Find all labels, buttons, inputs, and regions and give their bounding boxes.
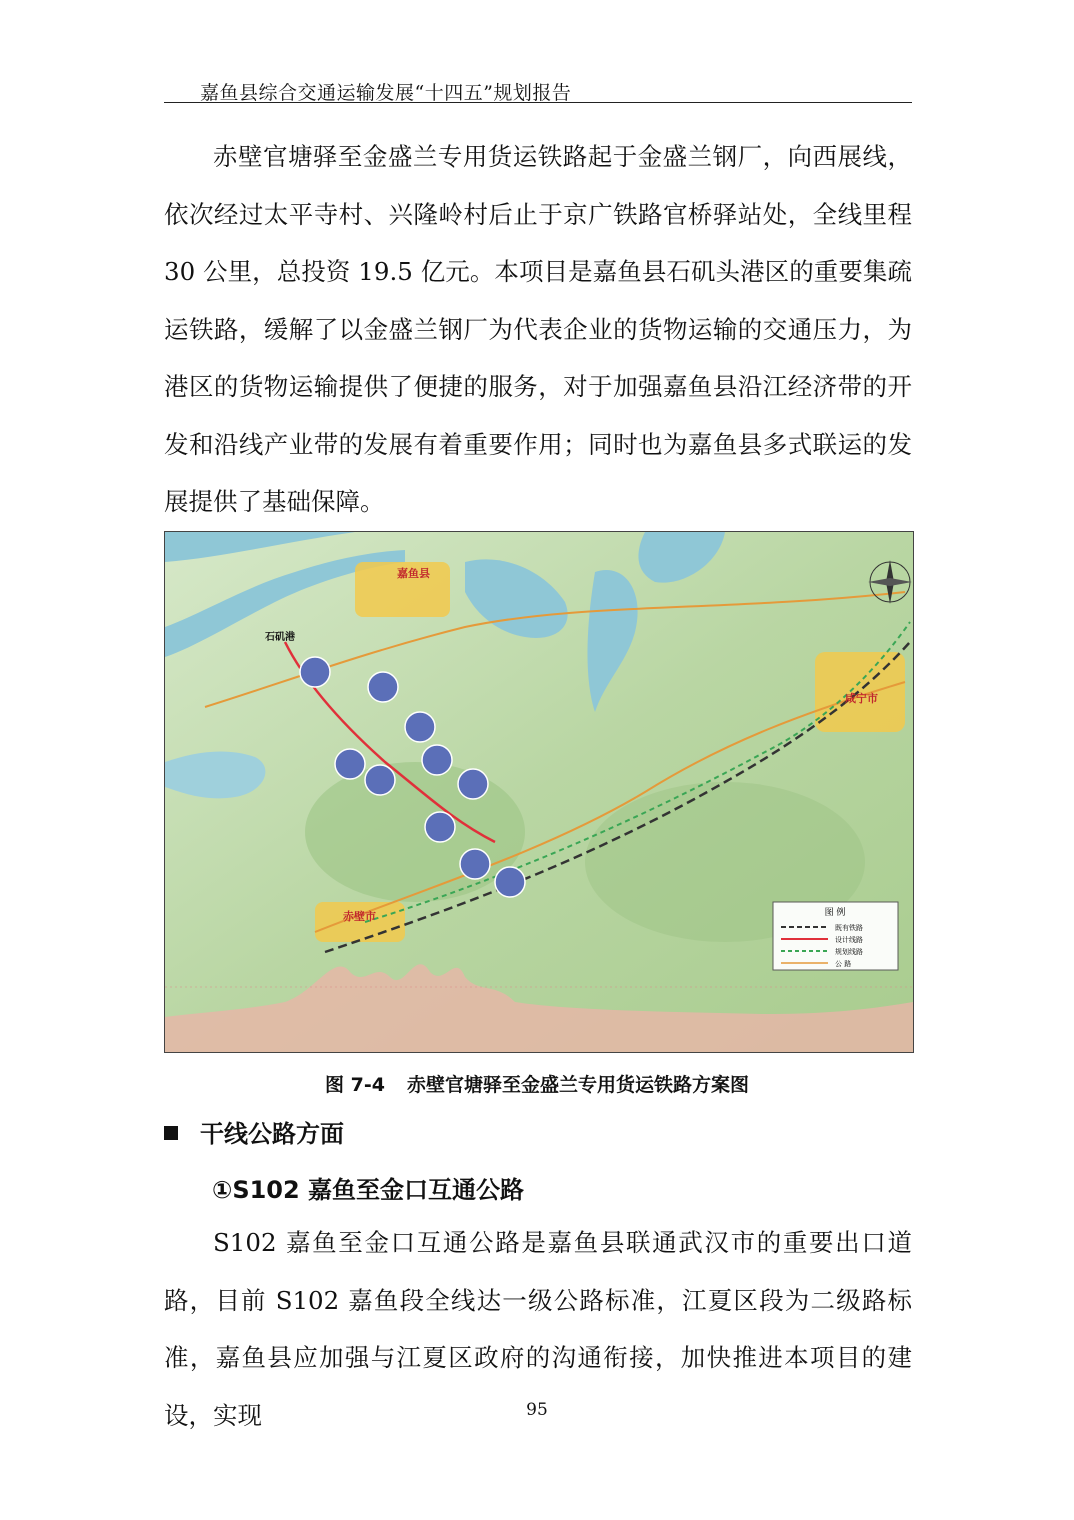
figure-caption-text: 赤壁官塘驿至金盛兰专用货运铁路方案图 — [406, 1074, 749, 1096]
square-bullet-icon — [164, 1126, 178, 1140]
paragraph-railway: 赤壁官塘驿至金盛兰专用货运铁路起于金盛兰钢厂，向西展线，依次经过太平寺村、兴隆岭村后止于京广铁路官桥驿站处，全线里程 30 公里，总投资 19.5 亿元。本项目是嘉鱼县石矶头港区的重要集疏运铁路，缓解了以金盛兰钢厂为代表企业的货物运输的交通压力，为港区的货物运输提供了便捷的服务，对于加强嘉鱼县沿江经济带的开发和沿线产业带的发展有着重要作用；同时也为嘉鱼县多式联运的发展提供了基础保障。 — [164, 142, 912, 516]
legend-title: 图 例 — [824, 908, 846, 918]
figure-caption — [0, 1070, 1074, 1097]
section-heading — [164, 1114, 344, 1149]
legend-item: 规划线路 — [835, 948, 863, 956]
map-legend — [773, 902, 898, 970]
station-marker — [365, 765, 395, 795]
station-marker — [405, 712, 435, 742]
station-marker — [368, 672, 398, 702]
paragraph-s102: S102 嘉鱼至金口互通公路是嘉鱼县联通武汉市的重要出口道路，目前 S102 嘉鱼段全线达一级公路标准，江夏区段为二级路标准，嘉鱼县应加强与江夏区政府的沟通衔接，加快推进本项目的建设，实现 — [164, 1228, 912, 1430]
page-header — [164, 72, 912, 103]
station-marker — [300, 657, 330, 687]
railway-map — [165, 532, 913, 1052]
station-marker — [422, 745, 452, 775]
station-marker — [425, 812, 455, 842]
subsection-heading: ①S102 嘉鱼至金口互通公路 — [212, 1176, 525, 1204]
map-label-xianning: 咸宁市 — [845, 692, 878, 705]
legend-item: 设计线路 — [835, 936, 863, 944]
map-label-shijitou: 石矶港 — [265, 632, 295, 643]
lake-west — [165, 752, 265, 799]
hill-area — [305, 762, 525, 902]
map-label-chibi: 赤壁市 — [343, 910, 376, 923]
legend-item: 既有铁路 — [835, 924, 863, 932]
page-number: 95 — [526, 1400, 548, 1420]
map-label-jiayu: 嘉鱼县 — [397, 567, 430, 580]
station-marker — [458, 769, 488, 799]
station-marker — [335, 749, 365, 779]
railway-map-figure — [164, 531, 914, 1053]
figure-number: 图 7-4 — [325, 1074, 385, 1096]
header-title: 嘉鱼县综合交通运输发展“十四五”规划报告 — [200, 82, 572, 104]
station-marker — [495, 867, 525, 897]
legend-item: 公 路 — [835, 960, 852, 968]
station-marker — [460, 849, 490, 879]
section-heading-text: 干线公路方面 — [200, 1120, 344, 1148]
